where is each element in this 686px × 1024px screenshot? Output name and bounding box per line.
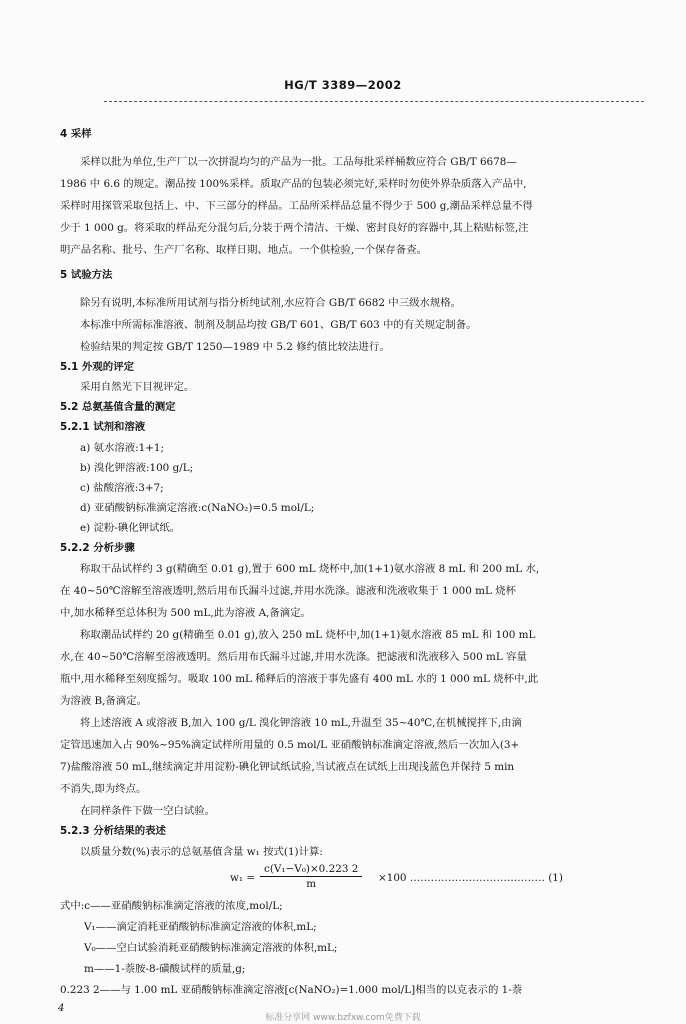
paragraph-line: 水,在 40~50℃溶解至溶液透明。然后用布氏漏斗过滤,并用水洗涤。把滤液和洗液移入 500 mL 容量	[60, 651, 527, 663]
section-heading: 5 试验方法	[60, 269, 113, 281]
formula-1	[230, 862, 640, 898]
list-item: d) 亚硝酸钠标准滴定溶液:c(NaNO₂)=0.5 mol/L;	[80, 502, 315, 514]
variable-definition: 式中:c——亚硝酸钠标准滴定溶液的浓度,mol/L;	[60, 900, 283, 912]
paragraph-line: 除另有说明,本标准所用试剂与指分析纯试剂,水应符合 GB/T 6682 中三级水规格。	[80, 297, 462, 309]
variable-definition: V₀——空白试验消耗亚硝酸钠标准滴定溶液的体积,mL;	[84, 942, 338, 954]
paragraph-line: 采用自然光下目视评定。	[80, 381, 195, 393]
paragraph-line: 称取干品试样约 3 g(精确至 0.01 g),置于 600 mL 烧杯中,加(1+1)氨水溶液 8 mL 和 200 mL 水,	[80, 563, 540, 575]
paragraph-line: 检验结果的判定按 GB/T 1250—1989 中 5.2 修约值比较法进行。	[80, 341, 390, 353]
variable-definition: m——1-萘胺-8-磺酸试样的质量,g;	[84, 963, 246, 975]
section-heading: 4 采样	[60, 128, 92, 140]
paragraph-line: 采样以批为单位,生产厂以一次拼混均匀的产品为一批。工品每批采样桶数应符合 GB/T 6678—	[80, 156, 517, 168]
paragraph-line: 1986 中 6.6 的规定。潮品按 100%采样。质取产品的包装必须完好,采样时勿使外界杂质落入产品中,	[60, 178, 527, 190]
list-item: a) 氨水溶液:1+1;	[80, 442, 165, 454]
subsection-heading: 5.2.3 分析结果的表述	[60, 825, 166, 837]
paragraph-line: 称取潮品试样约 20 g(精确至 0.01 g),放入 250 mL 烧杯中,加(1+1)氨水溶液 85 mL 和 100 mL	[80, 629, 536, 641]
paragraph-line: 将上述溶液 A 或溶液 B,加入 100 g/L 溴化钾溶液 10 mL,升温至 35~40℃,在机械搅拌下,由滴	[80, 717, 522, 729]
paragraph-line: 本标准中所需标准溶液、制剂及制品均按 GB/T 601、GB/T 603 中的有关规定制备。	[80, 319, 477, 331]
paragraph-line: 明产品名称、批号、生产厂名称、取样日期、地点。一个供检验,一个保存备查。	[60, 244, 427, 256]
header-rule	[104, 101, 644, 102]
subsection-heading: 5.2 总氨基值含量的测定	[60, 401, 176, 413]
list-item: c) 盐酸溶液:3+7;	[80, 482, 164, 494]
formula-numerator: c(V₁−V₀)×0.223 2	[260, 862, 362, 877]
list-item: e) 淀粉-碘化钾试纸。	[80, 522, 181, 534]
list-item: b) 溴化钾溶液:100 g/L;	[80, 462, 194, 474]
paragraph-line: 以质量分数(%)表示的总氨基值含量 w₁ 按式(1)计算:	[80, 846, 323, 858]
watermark: 标准分享网 www.bzfxw.com免费下载	[265, 1013, 421, 1023]
paragraph-line: 采样时用探管采取包括上、中、下三部分的样品。工品所采样品总量不得少于 500 g,潮品采样总量不得	[60, 200, 533, 212]
paragraph-line: 在同样条件下做一空白试验。	[80, 805, 216, 817]
paragraph-line: 瓶中,用水稀释至刻度摇匀。吸取 100 mL 稀释后的溶液于事先盛有 400 mL 水的 1 000 mL 烧杯中,此	[60, 673, 539, 685]
paragraph-line: 少于 1 000 g。将采取的样品充分混匀后,分装于两个清洁、干燥、密封良好的容器中,其上粘贴标签,注	[60, 222, 529, 234]
paragraph-line: 为溶液 B,备滴定。	[60, 695, 147, 707]
formula-fraction	[260, 862, 362, 891]
standard-header: HG/T 3389—2002	[284, 78, 402, 92]
paragraph-line: 中,加水稀释至总体积为 500 mL,此为溶液 A,备滴定。	[60, 607, 311, 619]
paragraph-line: 定管迅速加入占 90%~95%滴定试样所用量的 0.5 mol/L 亚硝酸钠标准滴定溶液,然后一次加入(3+	[60, 739, 520, 751]
variable-definition: V₁——滴定消耗亚硝酸钠标准滴定溶液的体积,mL;	[84, 921, 317, 933]
page-number: 4	[58, 1003, 65, 1014]
subsection-heading: 5.1 外观的评定	[60, 361, 134, 373]
paragraph-line: 在 40~50℃溶解至溶液透明,然后用布氏漏斗过滤,并用水洗涤。滤液和洗液收集于 1 000 mL 烧杯	[60, 585, 516, 597]
formula-lhs: w₁ =	[230, 872, 256, 884]
variable-definition: 0.223 2——与 1.00 mL 亚硝酸钠标准滴定溶液[c(NaNO₂)=1.000 mol/L]相当的以克表示的 1-萘	[60, 984, 523, 996]
subsection-heading: 5.2.1 试剂和溶液	[60, 421, 146, 433]
paragraph-line: 不消失,即为终点。	[60, 783, 147, 795]
subsection-heading: 5.2.2 分析步骤	[60, 542, 135, 554]
paragraph-line: 7)盐酸溶液 50 mL,继续滴定并用淀粉-碘化钾试纸试验,当试液点在试纸上出现浅蓝色并保持 5 min	[60, 761, 515, 773]
formula-denominator: m	[306, 878, 317, 890]
formula-rest: ×100 ………………………………… (1)	[378, 872, 563, 884]
